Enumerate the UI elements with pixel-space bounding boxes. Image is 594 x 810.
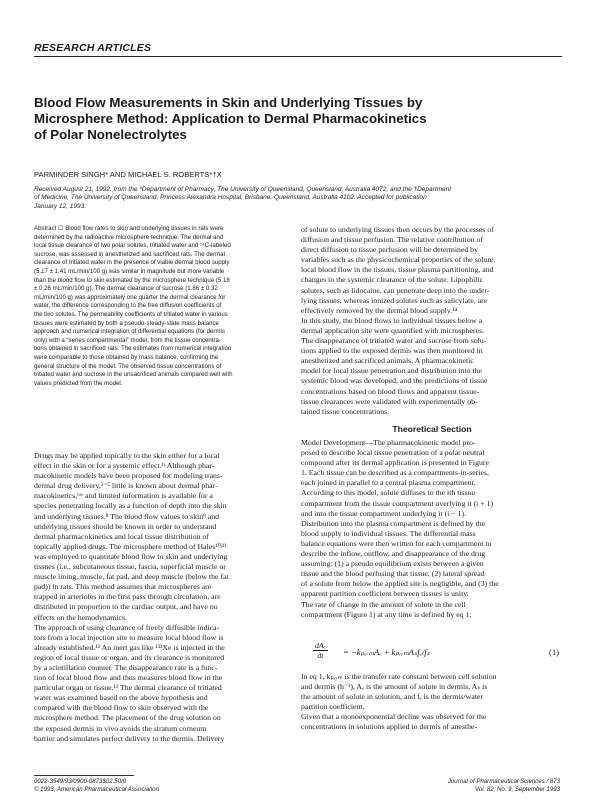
- abstract-line: (5.17 ± 1.41 mL/min/100 g) was similar in magnitude but more variable: [34, 267, 225, 275]
- text-line: species penetrating locally as a function of depth into the skin: [34, 501, 227, 511]
- text-line: water was examined based on the above hypothesis and: [34, 693, 208, 703]
- abstract-line: mL/min/100 g) was approximately one quarter the dermal clearance for: [34, 293, 226, 301]
- text-line: compartment from the tissue compartment overlying it (i + 1): [301, 498, 494, 508]
- abstract-line: approach and numerical integration of differential equations (for dermis: [34, 328, 225, 336]
- text-line: The rate of change in the amount of solute in the cell: [301, 599, 466, 609]
- text-line: concentrations based on blood flows and apparent tissue-: [301, 386, 480, 396]
- abstract-line: clearance of tritiated water in the presence of viable dermal blood supply: [34, 259, 230, 267]
- equation-1: [301, 641, 563, 663]
- text-line: underlying tissues should be known in order to understand: [34, 521, 217, 531]
- text-line: muscle lining, muscle, fat pad, and deep muscle (below the fat: [34, 572, 229, 582]
- text-line: Distribution into the plasma compartment is defined by the: [301, 518, 486, 528]
- text-line: In this study, the blood flows to individual tissues below a: [301, 315, 483, 325]
- text-line: posed to describe local tissue penetration of a polar neutral: [301, 448, 485, 458]
- text-line: each joined in parallel to a central plasma compartment.: [301, 478, 476, 488]
- equation-rhs: = −kₚₑᵣₘAₑ + kₚₑᵣₘAₛfₑ/fₛ: [343, 647, 430, 657]
- text-line: distributed in proportion to the cardiac output, and have no: [34, 602, 218, 612]
- text-line: 1. Each tissue can be described as a compartments-in-series,: [301, 468, 489, 478]
- introduction-text: [34, 451, 290, 744]
- text-line: by a scintillation counter. The disappearance rate is a func-: [34, 662, 218, 672]
- equation-denominator: dt: [317, 651, 324, 660]
- text-line: trapped in arterioles in the first pass through circulation, are: [34, 592, 221, 602]
- text-line: apparent partition coefficient between tissues is unity.: [301, 589, 469, 599]
- equation-number: (1): [548, 647, 559, 657]
- text-line: blood supply to individual tissues. The differential mass: [301, 528, 476, 538]
- equation-numerator: dAₑ: [315, 641, 326, 650]
- text-line: pad)) in rats. This method assumes that microspheres are: [34, 582, 212, 592]
- text-line: tion of local blood flow and thus measures blood flow in the: [34, 673, 223, 683]
- abstract-line: sucrose, was assessed in anesthetized and sacrificed rats. The dermal: [34, 250, 225, 258]
- text-line: assuming: (1) a pseudo equilibrium exists between a given: [301, 559, 484, 569]
- text-line: dermal drug delivery,³⁻⁵ little is known about dermal phar-: [34, 481, 218, 491]
- text-line: compound after its dermal application is presented in Figure: [301, 458, 489, 468]
- text-line: The disappearance of tritiated water and sucrose from solu-: [301, 336, 487, 346]
- text-line: compartment (Figure 1) at any time is defined by eq 1:: [301, 609, 472, 619]
- abstract-line: determined by the radioactive microsphere technique. The dermal and: [34, 233, 224, 241]
- received-line: of Medicine, The University of Queensland, Princess Alexandra Hospital, Brisbane, Queensland, Australia 4102. Accepted for publication: [34, 194, 427, 202]
- abstract-line: ± 0.26 mL/min/100 g). The dermal clearance of sucrose (1.86 ± 0.32: [34, 285, 218, 293]
- text-line: Model Development—The pharmacokinetic model pro-: [301, 438, 476, 447]
- text-line: systemic blood was developed, and the predictions of tissue: [301, 376, 488, 386]
- abstract-line: than the blood flow to skin estimated by the microsphere technique (5.18: [34, 276, 230, 284]
- text-line: macokinetic models have been proposed for modeling trans-: [34, 471, 223, 481]
- text-line: concentrations in solutions applied to dermis of anesthe-: [301, 722, 478, 732]
- text-line: and into the tissue compartment underlying it (i − 1).: [301, 508, 467, 518]
- received-line: January 12, 1993.: [34, 202, 87, 210]
- received-note: [34, 186, 564, 211]
- text-line: the exposed dermis in vivo avoids the stratum corneum: [34, 723, 207, 733]
- right-intro-text: [301, 225, 563, 417]
- title-line: Microsphere Method: Application to Dermal Pharmacokinetics: [34, 111, 427, 126]
- text-line: effects on the hemodynamics.: [34, 612, 127, 622]
- text-line: the amount of solute in solution, and fₑ is the dermis/water: [301, 692, 483, 702]
- text-line: Given that a monoexponential decline was observed for the: [301, 712, 487, 722]
- footer-left: [34, 778, 159, 794]
- abstract-line: Abstract ☐ Blood flow rates to skin and underlying tissues in rats were: [34, 225, 224, 232]
- text-line: direct diffusion to tissue perfusion will be determined by: [301, 245, 478, 255]
- abstract-line: tissues were estimated by both a pseudo-steady-state mass balance: [34, 319, 219, 327]
- text-line: of solute to underlying tissues then occurs by the processes of: [301, 225, 494, 234]
- text-line: was employed to quantitate blood flow to skin and underlying: [34, 551, 228, 561]
- text-line: barrier and simulates perfect delivery to the dermis. Delivery: [34, 733, 225, 743]
- theory-after-equation-text: [301, 672, 563, 733]
- abstract-line: water, the difference corresponding to the free diffusion coefficients of: [34, 302, 222, 310]
- text-line: describe the inflow, outflow, and disappearance of the drug: [301, 549, 486, 559]
- copyright-line: © 1993, American Pharmaceutical Association: [34, 786, 159, 793]
- theory-text: [301, 438, 563, 620]
- text-line: tissue clearances were validated with experimentally ob-: [301, 396, 478, 406]
- theoretical-section-heading: Theoretical Section: [392, 424, 472, 434]
- text-line: local blood flow in the tissues, tissue plasma partitioning, and: [301, 265, 494, 275]
- text-line: compared with the blood flow to skin observed with the: [34, 703, 209, 713]
- section-header: RESEARCH ARTICLES: [34, 42, 152, 54]
- abstract-line: local tissue clearance of two polar solutes, tritiated water and ¹⁴C-labeled: [34, 242, 231, 250]
- text-line: Drugs may be applied topically to the skin either for a local: [34, 451, 220, 460]
- text-line: partition coefficient.: [301, 702, 365, 712]
- text-line: tors from a local injection site to measure local blood flow is: [34, 632, 224, 642]
- text-line: already established.¹² An inert gas like ¹³³Xe is injected in the: [34, 642, 225, 652]
- text-line: anesthetized and sacrificed animals. A pharmacokinetic: [301, 356, 474, 366]
- text-line: tissues (i.e., subcutaneous tissue, fascia, superficial muscle or: [34, 562, 226, 572]
- text-line: model for local tissue penetration and distribution into the: [301, 366, 483, 376]
- text-line: variables such as the physicochemical properties of the solute,: [301, 255, 496, 265]
- text-line: The approach of using clearance of freely diffusible indica-: [34, 622, 220, 632]
- text-line: lying tissues, whereas ionized solutes such as salicylate, are: [301, 295, 488, 305]
- text-line: According to this model, solute diffuses to the ith tissue: [301, 488, 475, 498]
- title-line: of Polar Nonelectrolytes: [34, 127, 187, 142]
- text-line: effectively removed by the dermal blood supply.¹⁴: [301, 305, 458, 315]
- article-title: [34, 95, 554, 143]
- journal-line: Journal of Pharmaceutical Sciences / 873: [447, 778, 560, 785]
- author-list: PARMINDER SINGH* AND MICHAEL S. ROBERTS*†X: [34, 170, 222, 179]
- text-line: tissue and the blood perfusing that tissue, (2) lateral spread: [301, 569, 485, 579]
- abstract-block: [34, 225, 287, 388]
- text-line: solutes, such as lidocaine, can penetrate deep into the under-: [301, 285, 490, 295]
- text-line: tions applied to the exposed dermis was then monitored in: [301, 346, 483, 356]
- text-line: diffusion and tissue perfusion. The relative contribution of: [301, 235, 484, 245]
- copyright-line: 0022-3549/93/0900-0873$02.50/0: [34, 778, 127, 785]
- text-line: effect in the skin or for a systemic effect.¹ʲ Although phar-: [34, 461, 215, 471]
- text-line: balance equations were then written for each compartment to: [301, 538, 492, 548]
- text-line: and underlying tissues.⁸ The blood flow values to skin⁹ and: [34, 511, 220, 521]
- text-line: region of local tissue or organ, and its clearance is monitored: [34, 652, 225, 662]
- text-line: particular organ or tissue.¹³ The dermal clearance of tritiated: [34, 683, 222, 693]
- abstract-line: general structure of the model. The observed tissue concentrations of: [34, 362, 222, 370]
- footer-rule: [34, 775, 134, 776]
- text-line: tained tissue concentrations.: [301, 406, 390, 416]
- text-line: dermal pharmacokinetics and local tissue distribution of: [34, 531, 209, 541]
- text-line: dermal application site were quantified with microspheres.: [301, 325, 484, 335]
- abstract-line: the two solutes. The permeability coefficients of tritiated water in various: [34, 310, 228, 318]
- text-line: of a solute from below the applied site is negligible, and (3) the: [301, 579, 499, 589]
- abstract-line: values predicted from the model.: [34, 379, 123, 387]
- text-line: microsphere method. The placement of the drug solution on: [34, 713, 221, 723]
- title-line: Blood Flow Measurements in Skin and Underlying Tissues by: [34, 95, 423, 110]
- text-line: In eq 1, kₚₑᵣₘ is the transfer rate constant between cell solution: [301, 672, 497, 681]
- text-line: changes in the systemic clearance of the solute. Lipophilic: [301, 275, 484, 285]
- abstract-line: were comparable to those obtained by mass balance, confirming the: [34, 353, 219, 361]
- abstract-line: tritiated water and sucrose in the unsacrificed animals compared well with: [34, 371, 233, 379]
- text-line: topically applied drugs. The microsphere method of Hales¹⁰ʲ¹¹: [34, 541, 227, 551]
- text-line: and dermis (h⁻¹), Aₑ is the amount of solute in dermis, Aₛ is: [301, 682, 488, 692]
- abstract-line: tions obtained in sacrificed rats. The estimates from numerical integration: [34, 345, 232, 353]
- abstract-line: only) with a “series compartmental” model, from the tissue concentra-: [34, 336, 221, 344]
- journal-line: Vol. 82, No. 9, September 1993: [474, 786, 560, 793]
- equation-fraction: [313, 641, 328, 660]
- header-rule: [34, 56, 562, 57]
- text-line: macokinetics,⁶ʷ and limited information is available for a: [34, 491, 213, 501]
- received-line: Received August 21, 1992, from the *Department of Pharmacy, The University of Queensland, Queensland, Australia 4072, and the †Department: [34, 186, 452, 193]
- footer-right: [360, 778, 560, 794]
